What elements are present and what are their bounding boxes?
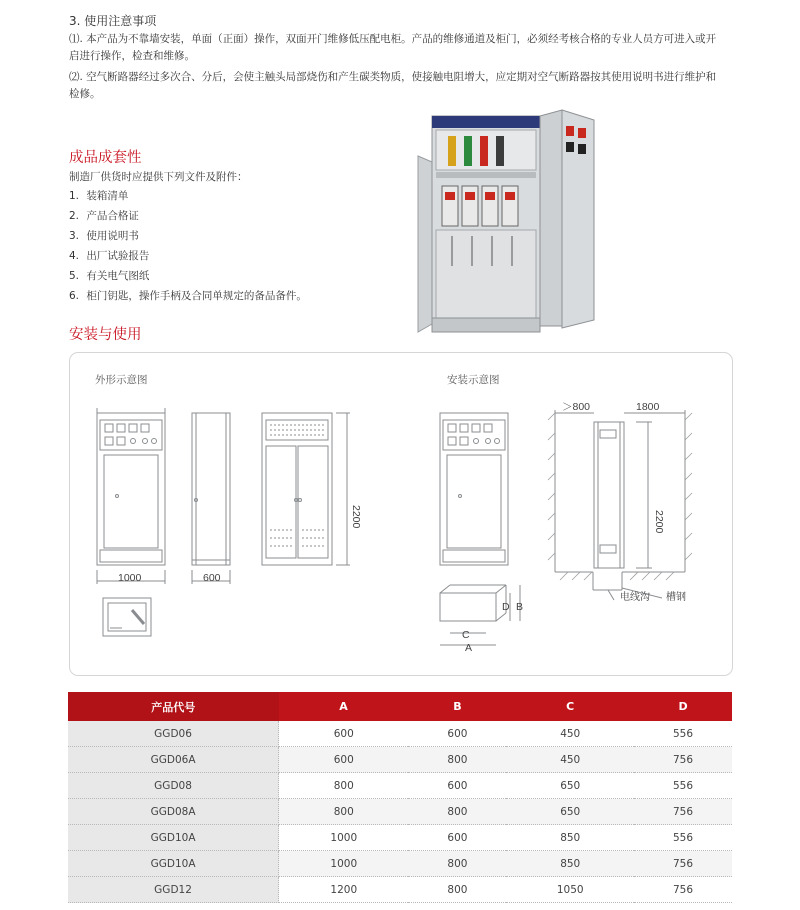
install-heading: 安装与使用: [69, 327, 142, 343]
install-diagram-label: 安装示意图: [447, 374, 500, 386]
dim-height-2200-install: 2200: [653, 510, 665, 534]
table-row: GGD10A 1000 800 850 756: [68, 851, 732, 877]
dim-front-clearance: 1800: [636, 401, 660, 413]
note-item-1-line-2: 启进行操作，检查和维修。: [69, 50, 195, 62]
dim-label-d: D: [502, 601, 510, 613]
outline-diagram-label: 外形示意图: [95, 374, 148, 386]
table-row: GGD08 800 600 650 556: [68, 773, 732, 799]
dim-label-b: B: [516, 601, 524, 613]
table-header-row: [68, 692, 732, 721]
table-row: GGD12 1200 800 1050 756: [68, 877, 732, 903]
dim-width-1000: 1000: [118, 572, 142, 584]
col-header-b: B: [408, 692, 506, 721]
note-item-2-line-1: ⑵. 空气断路器经过多次合、分后，会使主触头局部烧伤和产生碳类物质，使接触电阻增大，应定期对空气断路器按其使用说明书进行维护和: [69, 71, 717, 83]
dim-label-c: C: [462, 629, 470, 641]
note-item-1-line-1: ⑴. 本产品为不靠墙安装，单面（正面）操作，双面开门维修低压配电柜。产品的维修通道及柜门，必须经考核合格的专业人员方可进入或开: [69, 33, 717, 45]
table-row: GGD06 600 600 450 556: [68, 721, 732, 747]
list-item: 2. 产品合格证: [69, 210, 139, 222]
kit-intro: 制造厂供货时应提供下列文件及附件：: [69, 171, 248, 183]
col-header-a: A: [279, 692, 409, 721]
list-item: 3. 使用说明书: [69, 230, 139, 242]
channel-steel-label: 槽钢: [666, 592, 686, 603]
note-item-2-line-2: 检修。: [69, 88, 101, 100]
list-item: 4. 出厂试验报告: [69, 250, 150, 262]
dim-depth-600: 600: [203, 572, 221, 584]
table-row: GGD06A 600 800 450 756: [68, 747, 732, 773]
table-row: GGD10A 1000 600 850 556: [68, 825, 732, 851]
cable-trench-label: 电线沟: [620, 592, 650, 603]
list-item: 5. 有关电气图纸: [69, 270, 150, 282]
col-header-c: C: [506, 692, 634, 721]
list-item: 1. 装箱清单: [69, 190, 129, 202]
col-header-d: D: [634, 692, 732, 721]
spec-table: [68, 692, 732, 903]
dim-rear-clearance: ＞800: [562, 401, 591, 413]
list-item: 6. 柜门钥匙，操作手柄及合同单规定的备品备件。: [69, 290, 307, 302]
notes-title: 3. 使用注意事项: [69, 14, 157, 28]
dim-label-a: A: [465, 642, 473, 654]
dim-height-2200-outline: 2200: [350, 505, 362, 529]
table-row: GGD08A 800 800 650 756: [68, 799, 732, 825]
kit-heading: 成品成套性: [69, 150, 142, 166]
col-header-code: 产品代号: [68, 692, 279, 721]
